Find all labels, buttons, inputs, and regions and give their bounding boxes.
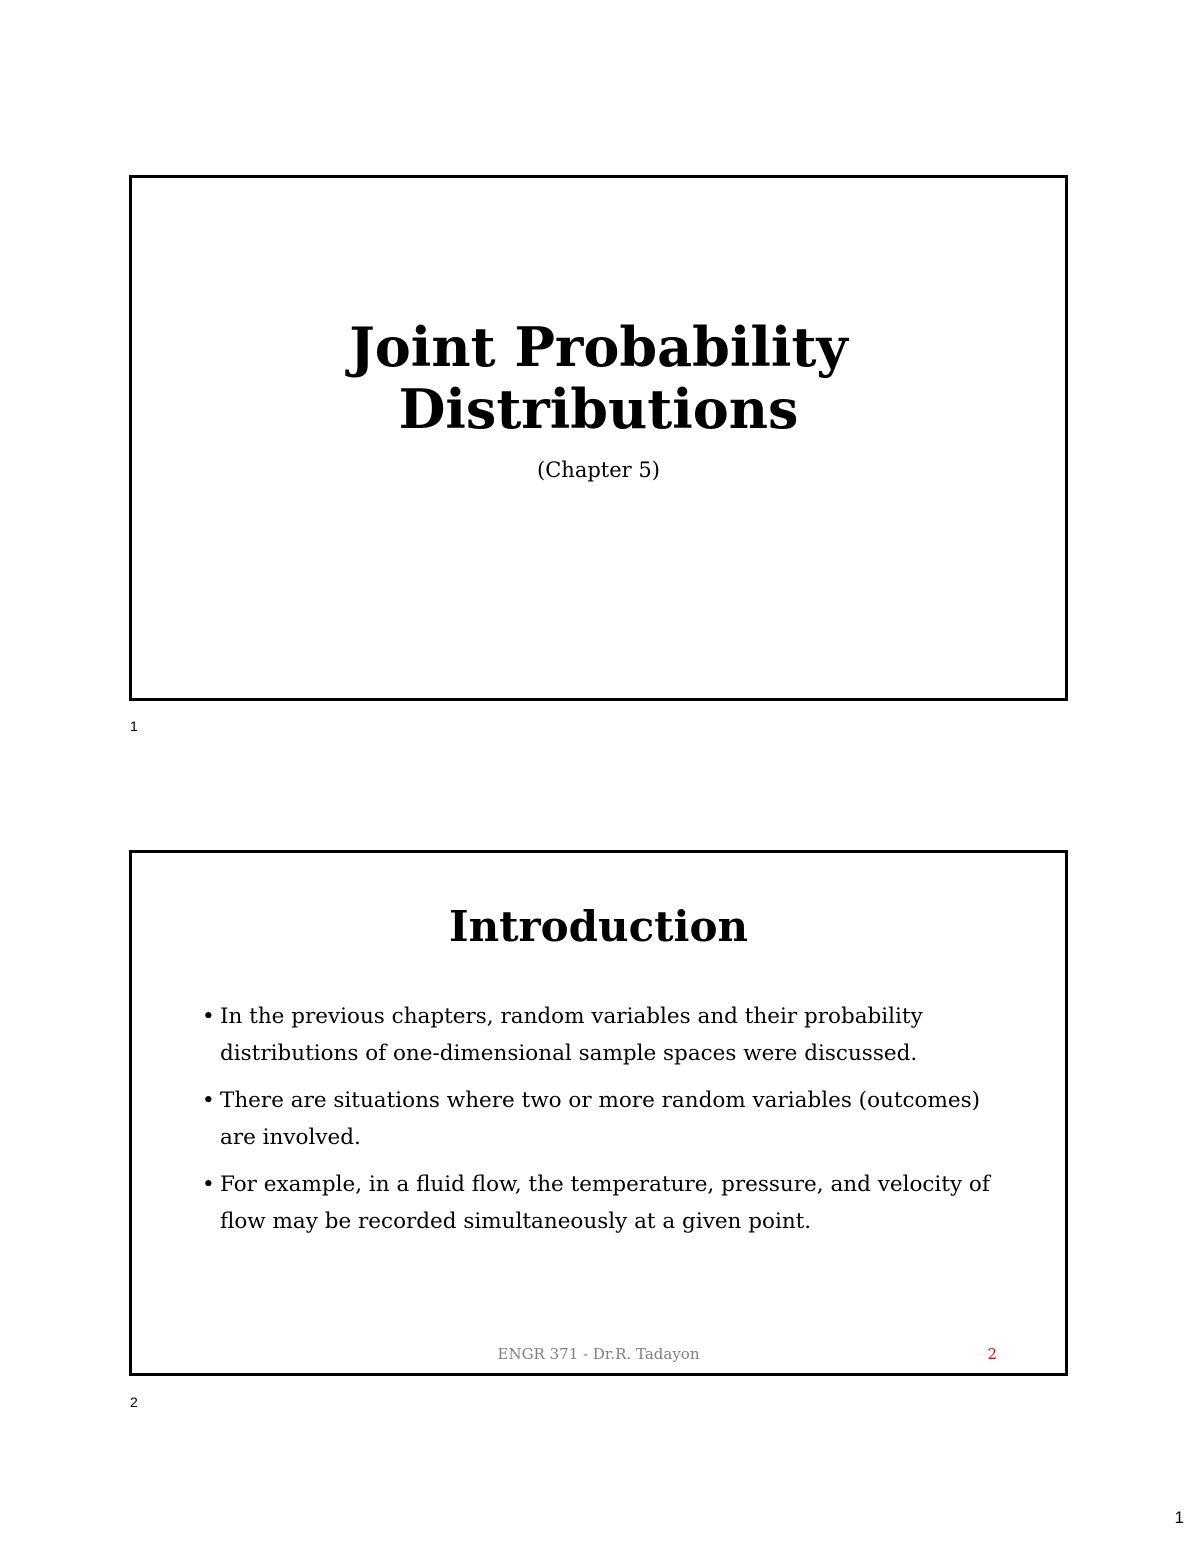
bullet-list xyxy=(202,998,1022,1250)
bullet-mark: • xyxy=(202,1004,215,1029)
bullet-item xyxy=(202,1082,1022,1156)
slide-2-label: 2 xyxy=(130,1394,138,1410)
slide-1-title-line-2: Distributions xyxy=(398,377,799,441)
bullet-item xyxy=(202,998,1022,1072)
bullet-text: In the previous chapters, random variables and their probability distributions of one-dimensional sample spaces were discussed. xyxy=(220,1004,923,1066)
slide-1-title-line-1: Joint Probability xyxy=(349,315,848,379)
bullet-item xyxy=(202,1166,1022,1240)
bullet-mark: • xyxy=(202,1088,215,1113)
bullet-text: There are situations where two or more random variables (outcomes) are involved. xyxy=(220,1088,981,1150)
slide-footer: ENGR 371 - Dr.R. Tadayon xyxy=(497,1345,700,1363)
slide-1-title xyxy=(132,316,1065,440)
slide-number: 2 xyxy=(987,1345,997,1363)
slide-1 xyxy=(129,175,1068,701)
bullet-text: For example, in a fluid flow, the temperature, pressure, and velocity of flow may be recorded simultaneously at a given point. xyxy=(220,1172,990,1234)
slide-2 xyxy=(129,850,1068,1376)
slide-1-label: 1 xyxy=(130,718,138,734)
page-number: 1 xyxy=(1174,1508,1184,1527)
slide-1-subtitle: (Chapter 5) xyxy=(537,458,660,482)
slide-2-title: Introduction xyxy=(448,902,749,951)
bullet-mark: • xyxy=(202,1172,215,1197)
